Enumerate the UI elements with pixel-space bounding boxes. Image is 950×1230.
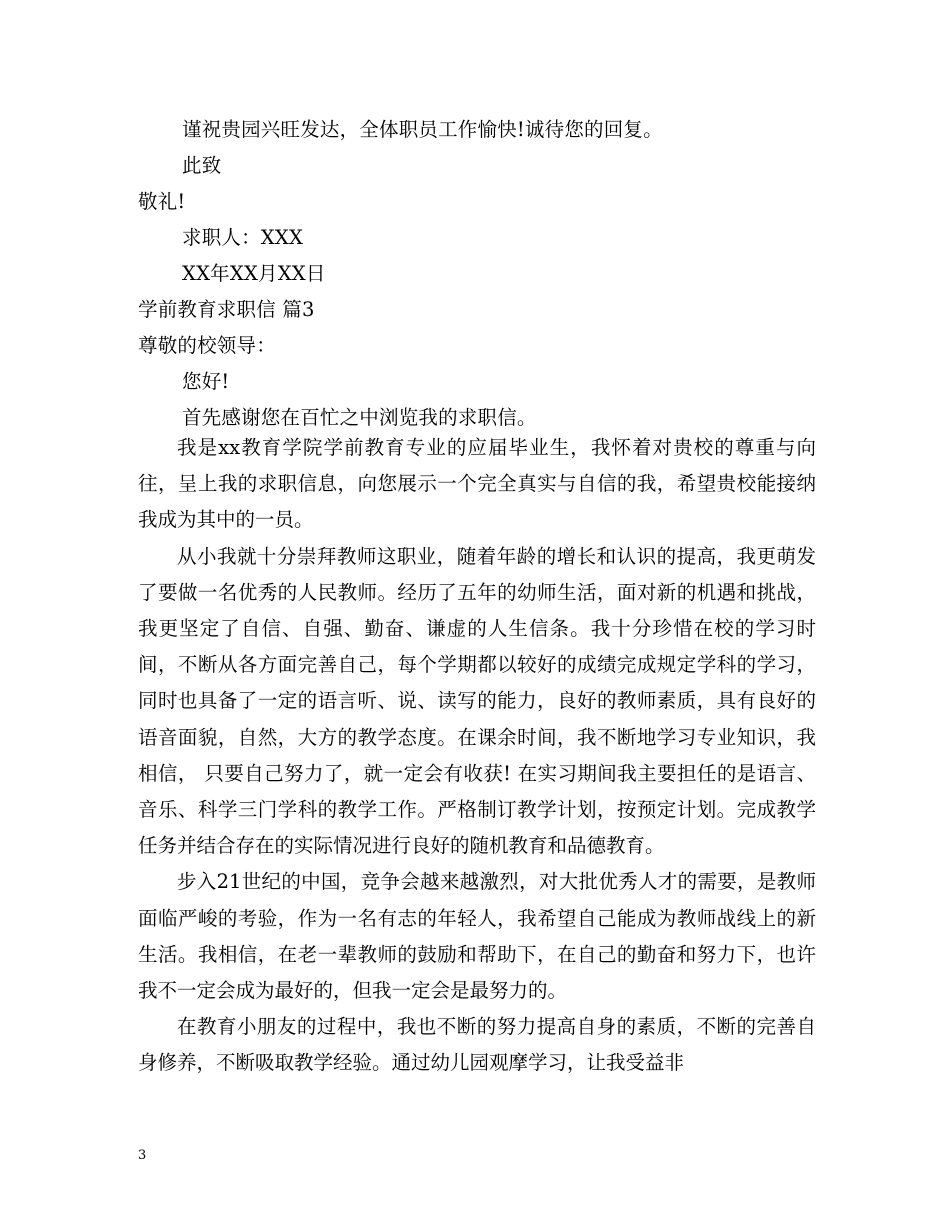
body-text: [138, 430, 816, 1082]
paragraph: 步入21世纪的中国，竞争会越来越激烈，对大批优秀人才的需要，是教师面临严峻的考验，作为一名有志的年轻人，我希望自己能成为教师战线上的新生活。我相信，在老一辈教师的鼓励和帮助下，在自己的勤奋和努力下，也许我不一定会成为最好的，但我一定会是最努力的。: [138, 870, 816, 1003]
jing-li: 敬礼!: [138, 190, 186, 213]
paragraph: 我是xx教育学院学前教育专业的应届毕业生，我怀着对贵校的尊重与向往，呈上我的求职信息，向您展示一个完全真实与自信的我，希望贵校能接纳我成为其中的一员。: [138, 436, 816, 532]
paragraph: 在教育小朋友的过程中，我也不断的努力提高自身的素质，不断的完善自身修养，不断吸取教学经验。通过幼儿园观摩学习，让我受益非: [138, 1015, 816, 1075]
letter-date: XX年XX月XX日: [182, 262, 326, 285]
thanks-line: 首先感谢您在百忙之中浏览我的求职信。: [182, 406, 537, 429]
page-number: 3: [138, 1148, 147, 1163]
applicant-signature: 求职人：XXX: [182, 226, 304, 249]
greeting: 您好!: [182, 370, 230, 393]
closing-wish: 谨祝贵园兴旺发达，全体职员工作愉快!诚待您的回复。: [182, 118, 663, 141]
paragraph: 从小我就十分崇拜教师这职业，随着年龄的增长和认识的提高，我更萌发了要做一名优秀的人民教师。经历了五年的幼师生活，面对新的机遇和挑战，我更坚定了自信、自强、勤奋、谦虚的人生信条。我十分珍惜在校的学习时间，不断从各方面完善自己，每个学期都以较好的成绩完成规定学科的学习，同时也具备了一定的语言听、说、读写的能力，良好的教师素质，具有良好的语音面貌，自然，大方的教学态度。在课余时间，我不断地学习专业知识，我相信， 只要自己努力了，就一定会有收获! 在实习期间我主要担任的是语言、音乐、科学三门学科的教学工作。严格制订教学计划，按预定计划。完成教学任务并结合存在的实际情况进行良好的随机教育和品德教育。: [138, 544, 816, 858]
ci-zhi: 此致: [182, 154, 222, 177]
salutation: 尊敬的校领导：: [138, 334, 276, 357]
section-title: 学前教育求职信 篇3: [138, 298, 315, 321]
